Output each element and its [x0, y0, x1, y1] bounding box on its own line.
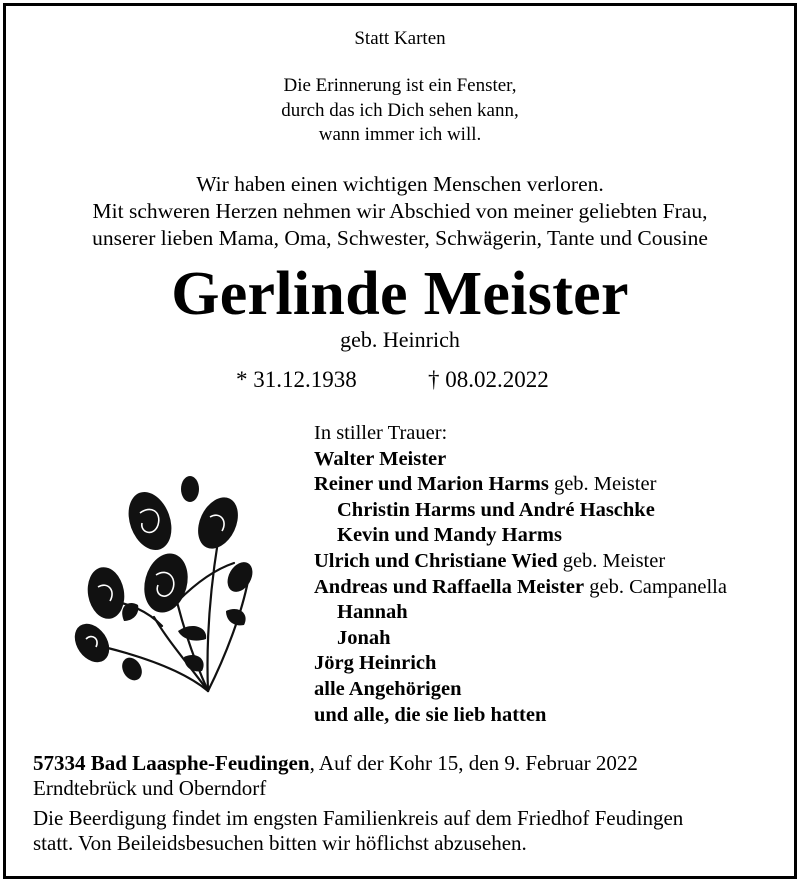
list-item — [314, 703, 727, 729]
list-item — [314, 523, 727, 549]
list-item — [314, 626, 727, 652]
list-item — [314, 472, 727, 498]
intro-line: Wir haben einen wichtigen Menschen verloren. — [196, 172, 604, 196]
address-details: , Auf der Kohr 15, den 9. Februar 2022 — [309, 751, 638, 775]
poem — [6, 74, 794, 148]
obituary-notice — [3, 3, 797, 879]
poem-line: Die Erinnerung ist ein Fenster, — [283, 75, 517, 96]
maiden-name: geb. Heinrich — [340, 327, 460, 352]
funeral-notice: Die Beerdigung findet im engsten Familienkreis auf dem Friedhof Feudingen — [33, 806, 684, 830]
list-item — [314, 549, 727, 575]
mourner-name: Walter Meister — [314, 447, 447, 470]
deceased-name: Gerlinde Meister — [171, 260, 629, 328]
list-item — [314, 447, 727, 473]
intro-line: unserer lieben Mama, Oma, Schwester, Schwägerin, Tante und Cousine — [92, 226, 708, 250]
mourner-name: Andreas und Raffaella Meister — [314, 575, 585, 598]
mourner-name: Ulrich und Christiane Wied — [314, 549, 558, 572]
list-item — [314, 600, 727, 626]
mourner-name: Jörg Heinrich — [314, 652, 437, 675]
death-date: † 08.02.2022 — [428, 367, 549, 392]
header-text: Statt Karten — [354, 28, 446, 49]
list-item — [314, 651, 727, 677]
list-item — [314, 498, 727, 524]
mourners-list — [314, 421, 727, 728]
birth-date: * 31.12.1938 — [236, 367, 357, 392]
poem-line: durch das ich Dich sehen kann, — [281, 99, 519, 121]
mourner-note: geb. Meister — [557, 549, 666, 572]
footer-info — [33, 751, 683, 856]
mourner-name: Christin Harms und André Haschke — [337, 498, 655, 521]
list-item — [314, 677, 727, 703]
places-line: Erndtebrück und Oberndorf — [33, 776, 267, 800]
mourners-heading: In stiller Trauer: — [314, 422, 448, 444]
funeral-notice: statt. Von Beileidsbesuchen bitten wir höflichst abzusehen. — [33, 831, 527, 855]
mourner-name: Hannah — [337, 601, 408, 624]
intro-line: Mit schweren Herzen nehmen wir Abschied von meiner geliebten Frau, — [92, 199, 708, 223]
mourner-note: geb. Campanella — [584, 575, 727, 598]
address-line — [33, 751, 683, 776]
intro-text — [6, 171, 794, 252]
mourner-name: Kevin und Mandy Harms — [337, 524, 562, 547]
mourner-note: geb. Meister — [548, 473, 657, 496]
poem-line: wann immer ich will. — [318, 124, 482, 145]
mourner-name: Reiner und Marion Harms — [314, 473, 549, 496]
mourner-name: und alle, die sie lieb hatten — [314, 703, 547, 726]
mourner-name: Jonah — [337, 626, 391, 649]
list-item — [314, 575, 727, 601]
mourner-name: alle Angehörigen — [314, 677, 462, 700]
address-town: 57334 Bad Laasphe-Feudingen — [33, 751, 310, 775]
roses-bouquet-icon — [58, 461, 256, 703]
